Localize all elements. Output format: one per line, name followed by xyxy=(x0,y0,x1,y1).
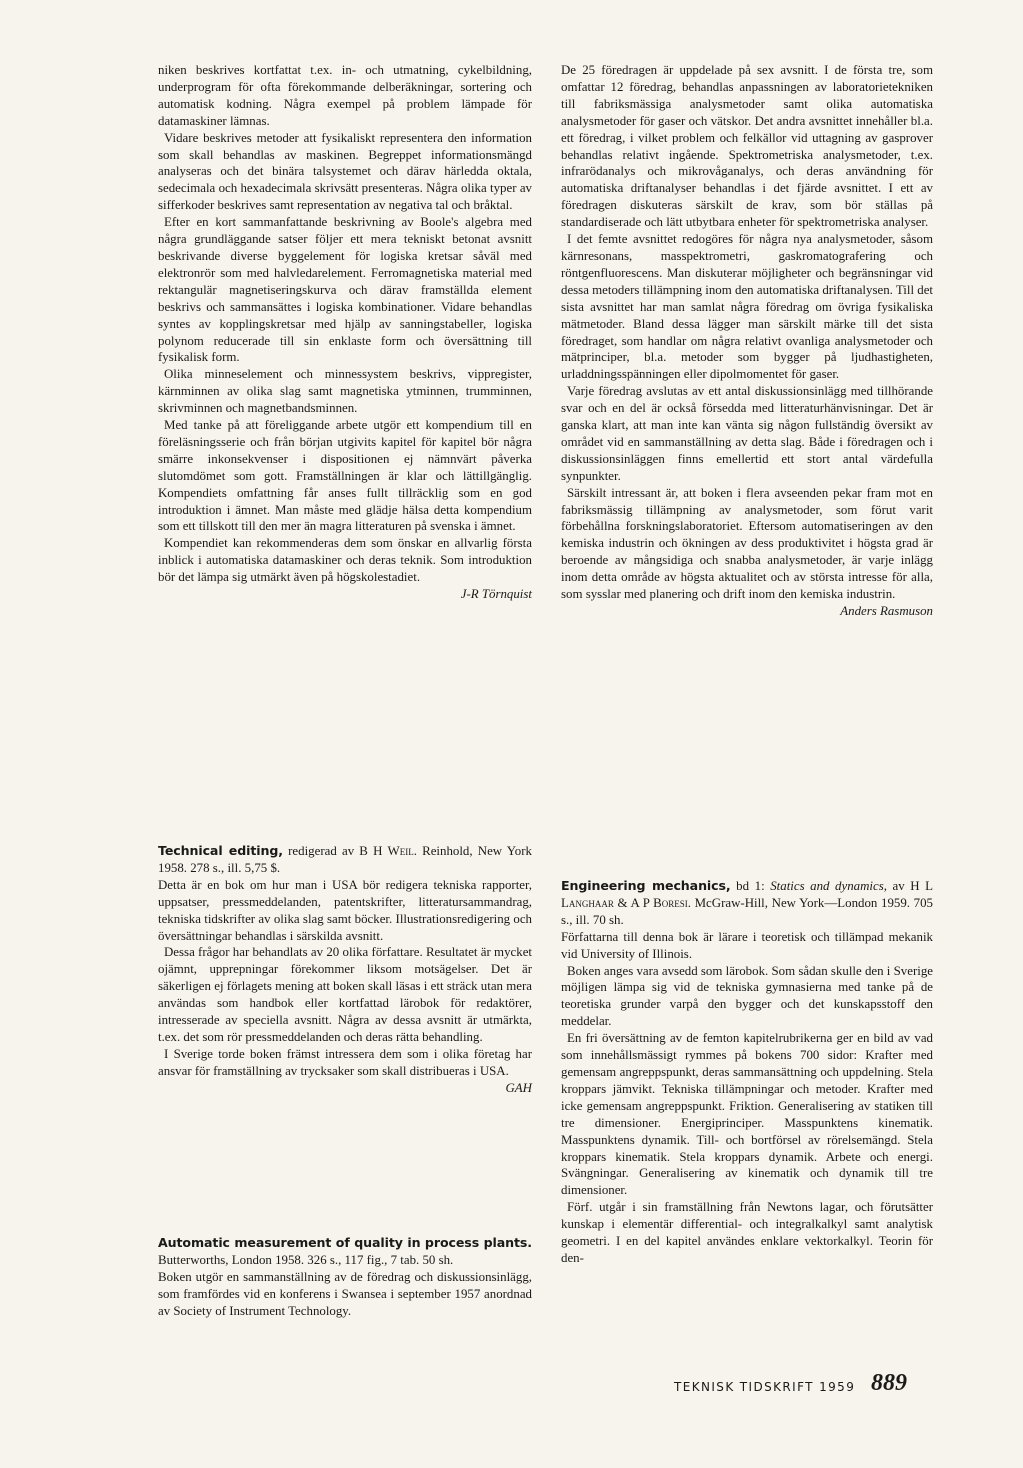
paragraph xyxy=(561,485,933,618)
review-author: Weil xyxy=(387,844,414,858)
review-meta: bd 1: xyxy=(730,879,771,893)
paragraph: niken beskrives kortfattat t.ex. in- och utmatning, cykelbildning, underprogram för ofta förekommande delberäkningar, sortering och automatisk kodning. Några exempel på problem lämpade för datamaskiner lämnas. xyxy=(158,63,532,128)
paragraph-text: I Sverige torde boken främst intressera dem som i olika företag har ansvar för framställning av trycksaker som skall distribueras i USA. xyxy=(158,1046,532,1078)
review-author: Langhaar xyxy=(561,895,614,910)
review-author: Boresi xyxy=(653,895,688,910)
paragraph-text: Särskilt intressant är, att boken i flera avseenden pekar fram mot en fabriksmässig tillämpning av analysmetoder, som förut varit förbehållna forskningslaboratoriet. Eftersom automatiseringen av den kemiska industrin och ökningen av dess produktivitet i högsta grad är beroende av mångsidiga och snabba analysmetoder, är varje inlägg inom detta område av högsta aktualitet och av största intresse för alla, som sysslar med planering och drift inom den kemiska industrin. xyxy=(561,485,933,602)
left-column xyxy=(158,62,532,603)
review-meta: . McGraw-Hill, New York—London 1959. 705 s., ill. 70 sh. xyxy=(561,895,933,927)
signature: GAH xyxy=(505,1080,532,1095)
right-column xyxy=(561,62,933,620)
paragraph: Dessa frågor har behandlats av 20 olika författare. Resultatet är mycket ojämnt, upprepningar förekommer liksom motsägelser. Det är säkerligen ej förlagets mening att boken skall läsas i ett sträck utan mera användas som handbok eller kortfattad lärobok för redaktörer, intresserade av speciella avsnitt. Några av dessa avsnitt är utmärkta, t.ex. det som rör pressmeddelanden och deras rätta behandling. xyxy=(158,945,532,1044)
paragraph: Efter en kort sammanfattande beskrivning av Boole's algebra med några grundläggande satser följer ett mera tekniskt betonat avsnitt beskrivande diverse byggelement för logiska kretsar såväl med elektronrör som med halvledarelement. Ferromagnetiska material med rektangulär magnetiseringskurva och därav framställda element beskrivs och sammansättes i logiska kombinationer. Vidare behandlas syntes av kopplingskretsar med hjälp av sanningstabeller, logiska polynom reducerade till sin enklaste form och översättning till fysikalisk form. xyxy=(158,215,532,365)
page-number: 889 xyxy=(871,1370,907,1396)
review-meta: . Reinhold, New York 1958. 278 s., ill. 5,75 $. xyxy=(158,844,532,875)
paragraph xyxy=(158,1046,532,1095)
paragraph: Boken anges vara avsedd som lärobok. Som sådan skulle den i Sverige möjligen lämpa sig vid de tekniska gymnasierna med tanke på de teoretiska grunder varpå den bygger och det kunskapsstoff den meddelar. xyxy=(561,963,933,1029)
paragraph: Detta är en bok om hur man i USA bör redigera tekniska rapporter, uppsatser, pressmeddelanden, patentskrifter, litteratursammandrag, tekniska tidskrifter av olika slag samt böcker. Illustrationsredigering och översättningar behandlas i särskilda avsnitt. xyxy=(158,877,532,943)
review-meta: av H L xyxy=(886,879,933,893)
paragraph: I det femte avsnittet redogöres för några nya analysmetoder, såsom kärnresonans, masspektrometri, gaskromatografering och röntgenfluorescens. Man diskuterar möjligheter och begränsningar vid dessa metoders tillämpning inom den automatiska driftanalysen. Till det sista avsnittet har man samlat några föredrag om övriga fysikaliska mätmetoder. Bland dessa lägger man särskilt märke till det sista föredraget, som handlar om några relativt ovanliga analysmetoder och mätprinciper, bl.a. metoder som bygger på ljudhastigheten, urladdningsspänningen eller dipolmomentet för gaser. xyxy=(561,232,933,382)
review-title: Automatic measurement of quality in process plants. xyxy=(158,1235,532,1250)
review-subtitle: Statics and dynamics, xyxy=(770,879,887,893)
review-automatic-measurement xyxy=(158,1235,532,1320)
signature: J-R Törnquist xyxy=(460,587,532,602)
review-heading xyxy=(158,1235,532,1269)
review-heading xyxy=(561,878,933,929)
review-technical-editing xyxy=(158,843,532,1097)
review-meta: & A P xyxy=(613,895,654,910)
paragraph: Med tanke på att föreliggande arbete utgör ett kompendium till en föreläsningsserie och från början utgivits kapitel för kapitel bör några smärre inkonsekvenser i dispositionen ej nämnvärt påverka slutomdömet som gott. Framställningen är klar och lättillgänglig. Kompendiets omfattning får anses fullt tillräcklig som en god introduktion i ämnet. Man måste med glädje hälsa detta kompendium som ett tillskott till den mer än magra litteraturen på svenska i ämnet. xyxy=(158,418,532,534)
paragraph: Författarna till denna bok är lärare i teoretisk och tillämpad mekanik vid University of Illinois. xyxy=(561,929,933,961)
paragraph: Boken utgör en sammanställning av de föredrag och diskussionsinlägg, som framfördes vid en konferens i Swansea i september 1957 anordnad av Society of Instrument Technology. xyxy=(158,1269,532,1318)
paragraph: Varje föredrag avslutas av ett antal diskussionsinlägg med tillhörande svar och en del är också försedda med litteraturhänvisningar. Det är ganska klart, att man inte kan vänta sig någon fullständig översikt av området vid en sammanställning av detta slag. Både i föredragen och i diskussionsinläggen finns emellertid ett stort antal värdefulla synpunkter. xyxy=(561,384,933,483)
paragraph: Olika minneselement och minnessystem beskrivs, vippregister, kärnminnen av olika slag samt magnetiska ytminnen, trumminnen, skrivminnen och magnetbandsminnen. xyxy=(158,367,532,416)
paragraph: Vidare beskrives metoder att fysikaliskt representera den information som skall behandlas av maskinen. Begreppet informationsmängd analyseras och det binära talsystemet och därav härledda oktala, sedecimala och hexadecimala skrivsätt presenteras. Några olika typer av sifferkoder beskrives samt representation av negativa tal och bråktal. xyxy=(158,130,532,213)
paragraph: Kompendiet kan rekommenderas dem som önskar en allvarlig första inblick i automatiska datamaskiner och deras teknik. Som introduktion bör det lämpa sig utmärkt även på högskolestadiet. xyxy=(158,536,532,585)
paragraph: De 25 föredragen är uppdelade på sex avsnitt. I de första tre, som omfattar 12 föredrag, behandlas anpassningen av laboratorietekniken till fabriksmässiga analysmetoder samt olika automatiska analysmetoder för gaser och vätskor. Det andra avsnittet innehåller bl.a. ett föredrag, i vilket problem och felkällor vid uttagning av gasprover behandlas relativt ingående. Spektrometriska analysmetoder, t.ex. infrarödanalys och mikrovåganalys, och deras användning för automatiska driftanalyser behandlas i det fjärde avsnittet. I ett av föredragen diskuteras särskilt de krav, som bör ställas på standardiserade och lätt utbytbara enheter för spektrometriska analyser. xyxy=(561,63,933,230)
paragraph: En fri översättning av de femton kapitelrubrikerna ger en bild av vad som innehållsmässigt rymmes på bokens 700 sidor: Krafter med gemensam angreppspunkt, deras sammansättning och uppdelning. Stela kroppars jämvikt. Tekniska tillämpningar och metoder. Krafter med icke gemensam angreppspunkt. Friktion. Generalisering av statiken till tre dimensioner. Energiprinciper. Masspunktens kinematik. Masspunktens dynamik. Till- och bortförsel av rörelsemängd. Stela kroppars kinematik. Stela kroppars dynamik. Arbete och energi. Svängningar. Generalisering av kinematik och dynamik till tre dimensioner. xyxy=(561,1031,933,1198)
review-meta: redigerad av B H xyxy=(282,844,388,858)
review-meta: Butterworths, London 1958. 326 s., 117 fig., 7 tab. 50 sh. xyxy=(158,1252,454,1267)
review-title: Engineering mechanics, xyxy=(561,878,731,893)
review-heading xyxy=(158,843,532,877)
paragraph: Förf. utgår i sin framställning från Newtons lagar, och förutsätter kunskap i elementär differential- och integralkalkyl samt analytisk geometri. I en del kapitel användes enklare vektorkalkyl. Teorin för den- xyxy=(561,1200,933,1265)
review-title: Technical editing, xyxy=(158,843,283,858)
signature: Anders Rasmuson xyxy=(840,604,933,618)
journal-footer: TEKNISK TIDSKRIFT 1959 xyxy=(674,1380,856,1394)
review-engineering-mechanics xyxy=(561,878,933,1267)
